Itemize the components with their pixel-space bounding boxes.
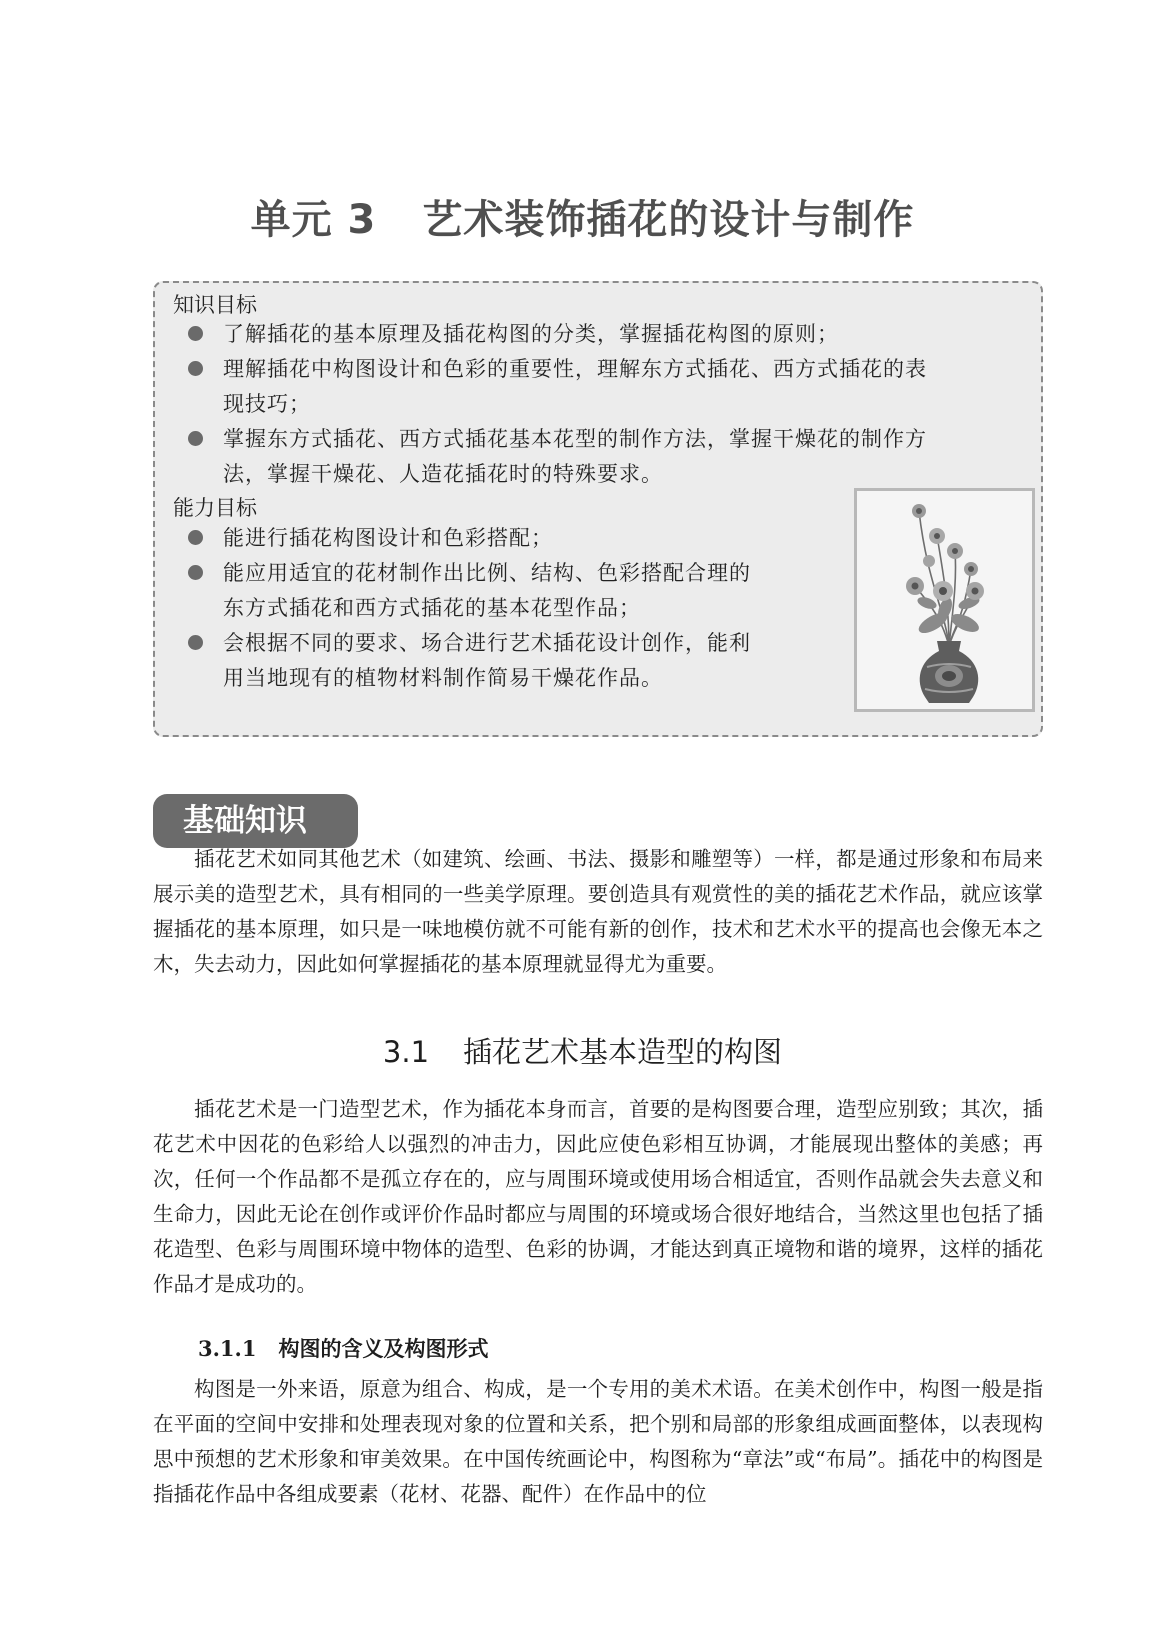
goal-line: 理解插花中构图设计和色彩的重要性，理解东方式插花、西方式插花的表 [223, 357, 927, 381]
ability-goal-item [223, 556, 823, 626]
knowledge-goal-item [223, 422, 1013, 492]
subsection-title [198, 1333, 488, 1363]
chapter-title-text: 艺术装饰插花的设计与制作 [422, 197, 915, 243]
section-title-text: 插花艺术基本造型的构图 [463, 1035, 783, 1069]
section-title [0, 1030, 1165, 1071]
goal-line: 用当地现有的植物材料制作简易干燥花作品。 [223, 666, 663, 690]
bullet-icon [188, 431, 203, 446]
intro-paragraph: 插花艺术如同其他艺术（如建筑、绘画、书法、摄影和雕塑等）一样，都是通过形象和布局来展示美的造型艺术，具有相同的一些美学原理。要创造具有观赏性的美的插花艺术作品，就应该掌握插花的基本原理，如只是一味地模仿就不可能有新的创作，技术和艺术水平的提高也会像无本之木，失去动力，因此如何掌握插花的基本原理就显得尤为重要。 [153, 847, 1043, 976]
bullet-icon [188, 635, 203, 650]
ability-goals-heading: 能力目标 [173, 496, 257, 520]
bullet-icon [188, 530, 203, 545]
chapter-number: 单元 3 [250, 197, 377, 243]
goal-line: 会根据不同的要求、场合进行艺术插花设计创作，能利 [223, 631, 751, 655]
goal-line: 法，掌握干燥花、人造花插花时的特殊要求。 [223, 462, 663, 486]
goal-line: 现技巧； [223, 392, 311, 416]
bullet-icon [188, 565, 203, 580]
basics-badge: 基础知识 [153, 794, 358, 848]
goal-line: 能应用适宜的花材制作出比例、结构、色彩搭配合理的 [223, 561, 751, 585]
flower-vase-image [857, 491, 1032, 709]
ability-goal-item [223, 626, 823, 696]
goal-line: 东方式插花和西方式插花的基本花型作品； [223, 596, 641, 620]
knowledge-goals-heading: 知识目标 [173, 293, 257, 317]
subsection-paragraph: 构图是一外来语，原意为组合、构成，是一个专用的美术术语。在美术创作中，构图一般是指在平面的空间中安排和处理表现对象的位置和关系，把个别和局部的形象组成画面整体，以表现构思中预想的艺术形象和审美效果。在中国传统画论中，构图称为“章法”或“布局”。插花中的构图是指插花作品中各组成要素（花材、花器、配件）在作品中的位 [153, 1377, 1043, 1506]
subsection-number: 3.1.1 [198, 1336, 257, 1361]
flower-vase-illustration [854, 488, 1035, 712]
section-paragraph: 插花艺术是一门造型艺术，作为插花本身而言，首要的是构图要合理，造型应别致；其次，插花艺术中因花的色彩给人以强烈的冲击力，因此应使色彩相互协调，才能展现出整体的美感；再次，任何一个作品都不是孤立存在的，应与周围环境或使用场合相适宜，否则作品就会失去意义和生命力，因此无论在创作或评价作品时都应与周围的环境或场合很好地结合，当然这里也包括了插花造型、色彩与周围环境中物体的造型、色彩的协调，才能达到真正境物和谐的境界，这样的插花作品才是成功的。 [153, 1097, 1043, 1296]
bullet-icon [188, 326, 203, 341]
chapter-title [0, 188, 1165, 245]
knowledge-goal-item [223, 317, 1013, 352]
section-number: 3.1 [382, 1035, 430, 1069]
bullet-icon [188, 361, 203, 376]
goal-line: 了解插花的基本原理及插花构图的分类，掌握插花构图的原则； [223, 322, 839, 346]
learning-goals-box [153, 281, 1043, 737]
subsection-title-text: 构图的含义及构图形式 [278, 1336, 489, 1361]
goal-line: 掌握东方式插花、西方式插花基本花型的制作方法，掌握干燥花的制作方 [223, 427, 927, 451]
goal-line: 能进行插花构图设计和色彩搭配； [223, 526, 553, 550]
knowledge-goal-item [223, 352, 1013, 422]
ability-goal-item [223, 521, 823, 556]
